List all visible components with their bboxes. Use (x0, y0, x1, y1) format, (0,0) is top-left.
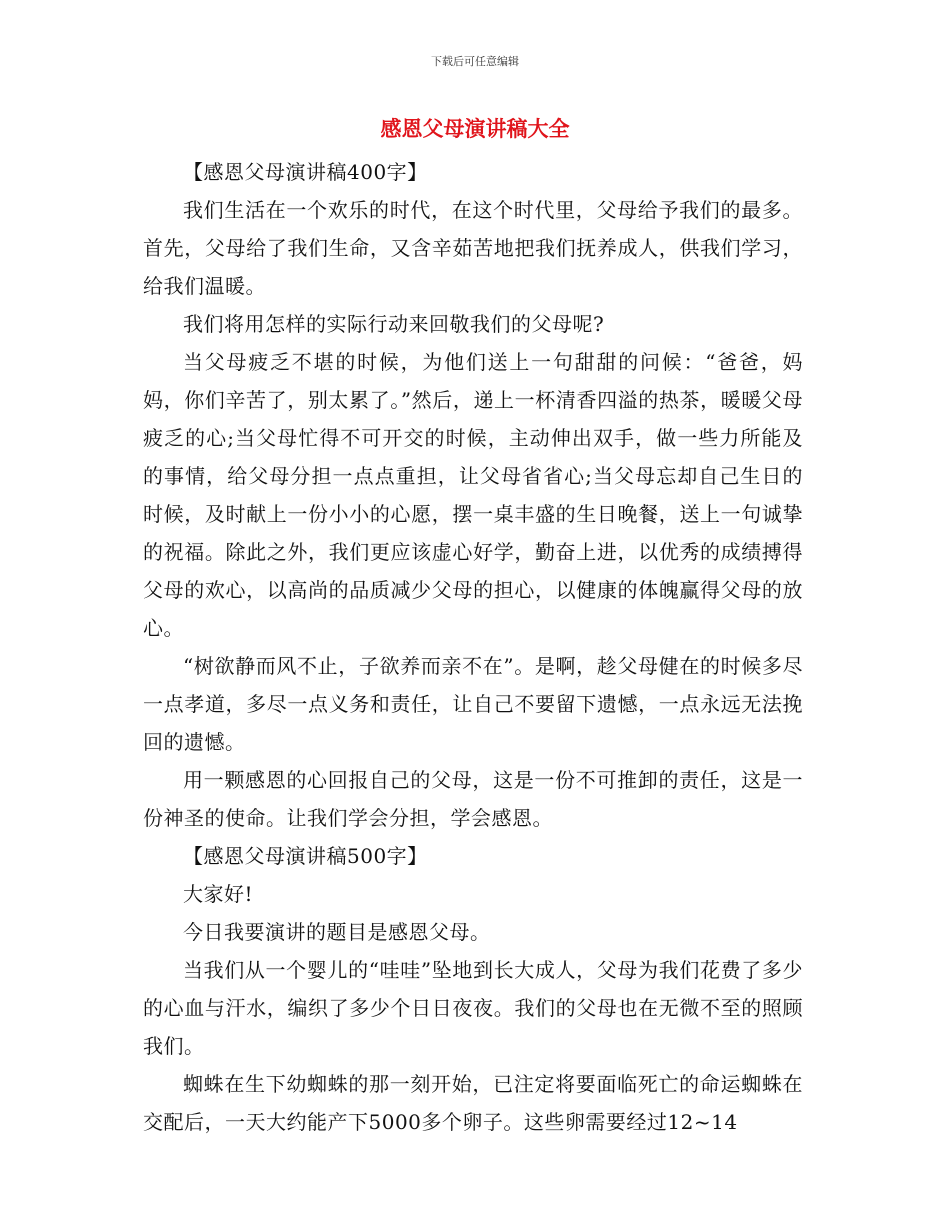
paragraph: 当父母疲乏不堪的时候，为他们送上一句甜甜的问候：“爸爸，妈妈，你们辛苦了，别太累了。”然后，递上一杯清香四溢的热茶，暖暖父母疲乏的心;当父母忙得不可开交的时候，主动伸出双手，做一些力所能及的事情，给父母分担一点点重担，让父母省省心;当父母忘却自己生日的时候，及时献上一份小小的心愿，摆一桌丰盛的生日晚餐，送上一句诚挚的祝福。除此之外，我们更应该虚心好学，勤奋上进，以优秀的成绩搏得父母的欢心，以高尚的品质减少父母的担心，以健康的体魄赢得父母的放心。 (143, 350, 803, 640)
paragraph: 大家好! (183, 882, 254, 906)
paragraph: 今日我要演讲的题目是感恩父母。 (183, 920, 491, 944)
paragraph: 当我们从一个婴儿的“哇哇”坠地到长大成人，父母为我们花费了多少的心血与汗水，编织了多少个日日夜夜。我们的父母也在无微不至的照顾我们。 (143, 958, 803, 1058)
document-title: 感恩父母演讲稿大全 (380, 117, 570, 141)
paragraph: 蜘蛛在生下幼蜘蛛的那一刻开始，已注定将要面临死亡的命运蜘蛛在交配后，一天大约能产下5000多个卵子。这些卵需要经过12~14 (143, 1072, 803, 1134)
paragraph: 我们生活在一个欢乐的时代，在这个时代里，父母给予我们的最多。首先，父母给了我们生命，又含辛茹苦地把我们抚养成人，供我们学习，给我们温暖。 (143, 198, 803, 298)
document-body (143, 153, 803, 1141)
paragraph: “树欲静而风不止，子欲养而亲不在”。是啊，趁父母健在的时候多尽一点孝道，多尽一点义务和责任，让自己不要留下遗憾，一点永远无法挽回的遗憾。 (143, 654, 803, 754)
section-heading: 【感恩父母演讲稿500字】 (183, 844, 428, 868)
paragraph: 用一颗感恩的心回报自己的父母，这是一份不可推卸的责任，这是一份神圣的使命。让我们学会分担，学会感恩。 (143, 768, 803, 830)
paragraph: 我们将用怎样的实际行动来回敬我们的父母呢? (183, 312, 605, 336)
page-header-note: 下载后可任意编辑 (431, 55, 519, 68)
section-heading: 【感恩父母演讲稿400字】 (183, 160, 428, 184)
